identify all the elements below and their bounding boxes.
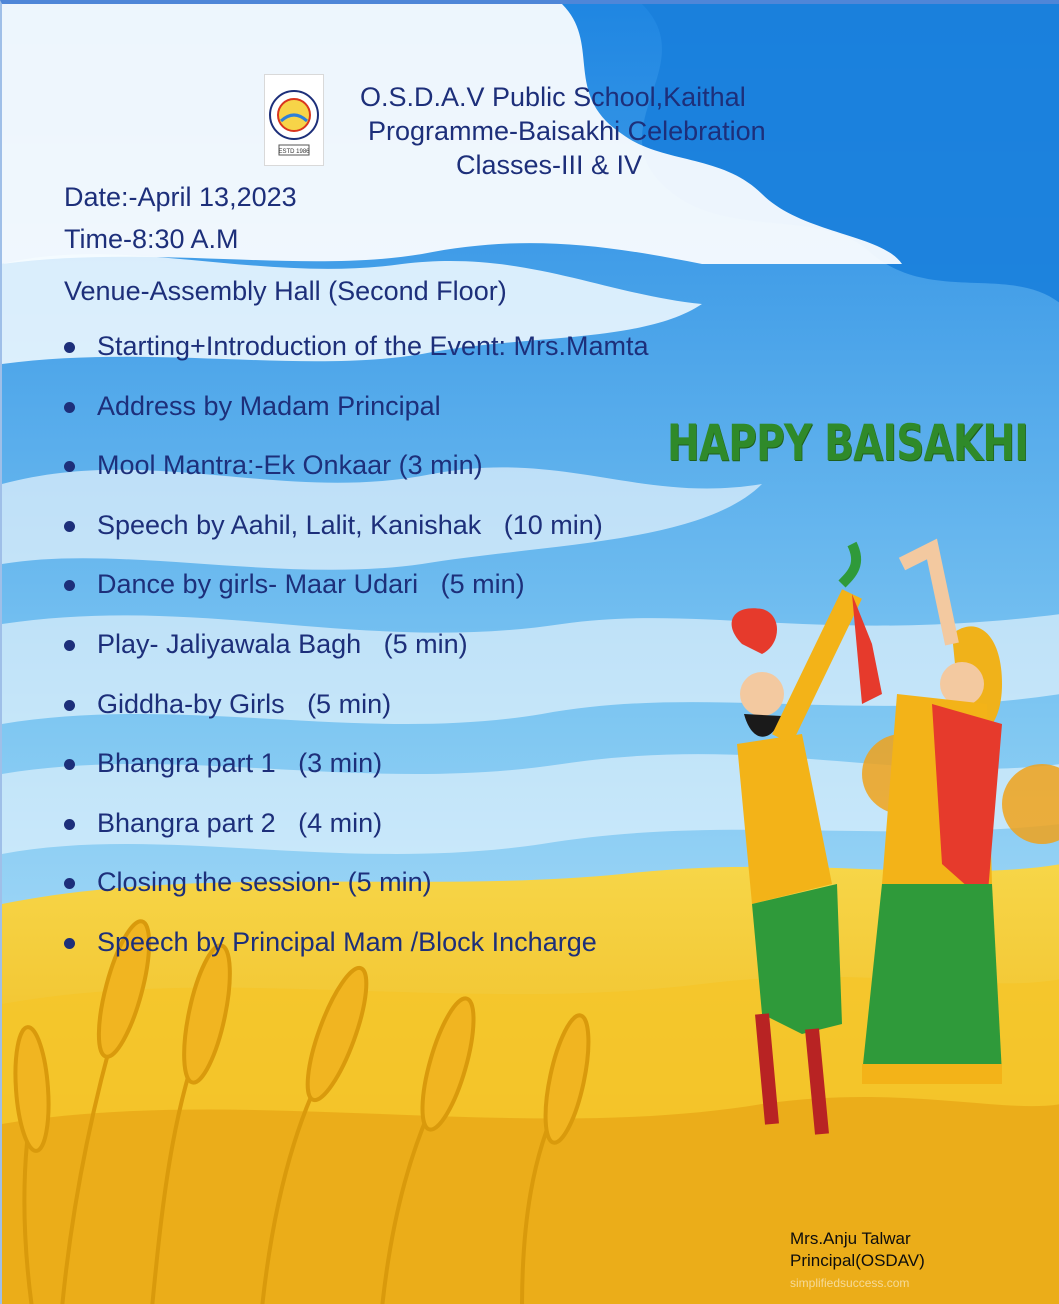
item-text: Mool Mantra:-Ek Onkaar (3 min) [97,450,483,481]
bullet-icon [64,759,75,770]
list-item [64,505,649,565]
item-text: Speech by Aahil, Lalit, Kanishak (10 min) [97,509,603,540]
item-text: Dance by girls- Maar Udari (5 min) [97,569,525,600]
bullet-icon [64,521,75,532]
list-item [64,803,649,863]
bullet-icon [64,640,75,651]
bullet-icon [64,461,75,472]
item-text: Speech by Principal Mam /Block Incharge [97,926,597,957]
item-text: Closing the session- (5 min) [97,867,432,898]
bullet-icon [64,580,75,591]
list-item [64,922,649,982]
poster-header [322,80,822,182]
item-text: Address by Madam Principal [97,390,441,421]
item-text: Bhangra part 1 (3 min) [97,748,383,779]
bullet-icon [64,819,75,830]
list-item [64,624,649,684]
programme-list [64,326,649,982]
list-item [64,564,649,624]
bullet-icon [64,342,75,353]
bullet-icon [64,938,75,949]
list-item [64,386,649,446]
watermark: simplifiedsuccess.com [790,1276,910,1290]
event-time: Time-8:30 A.M [64,224,239,254]
emblem-text: ESTD 1986 [278,149,310,155]
item-text: Bhangra part 2 (4 min) [97,807,383,838]
list-item [64,743,649,803]
programme-title: Programme-Baisakhi Celebration [368,116,766,146]
bullet-icon [64,878,75,889]
signature-block [790,1228,925,1272]
item-text: Giddha-by Girls (5 min) [97,688,392,719]
classes-label: Classes-III & IV [456,150,643,180]
list-item [64,326,649,386]
bullet-icon [64,402,75,413]
list-item [64,684,649,744]
item-text: Starting+Introduction of the Event: Mrs.Mamta [97,331,649,361]
list-item [64,445,649,505]
happy-baisakhi-greeting: HAPPY BAISAKHI [667,414,1028,472]
event-venue: Venue-Assembly Hall (Second Floor) [64,276,507,306]
school-emblem-icon [264,74,324,166]
school-name: O.S.D.A.V Public School,Kaithal [360,82,746,112]
item-text: Play- Jaliyawala Bagh (5 min) [97,628,468,659]
event-date: Date:-April 13,2023 [64,182,297,212]
bullet-icon [64,700,75,711]
principal-title: Principal(OSDAV) [790,1251,925,1270]
principal-name: Mrs.Anju Talwar [790,1229,911,1248]
list-item [64,862,649,922]
